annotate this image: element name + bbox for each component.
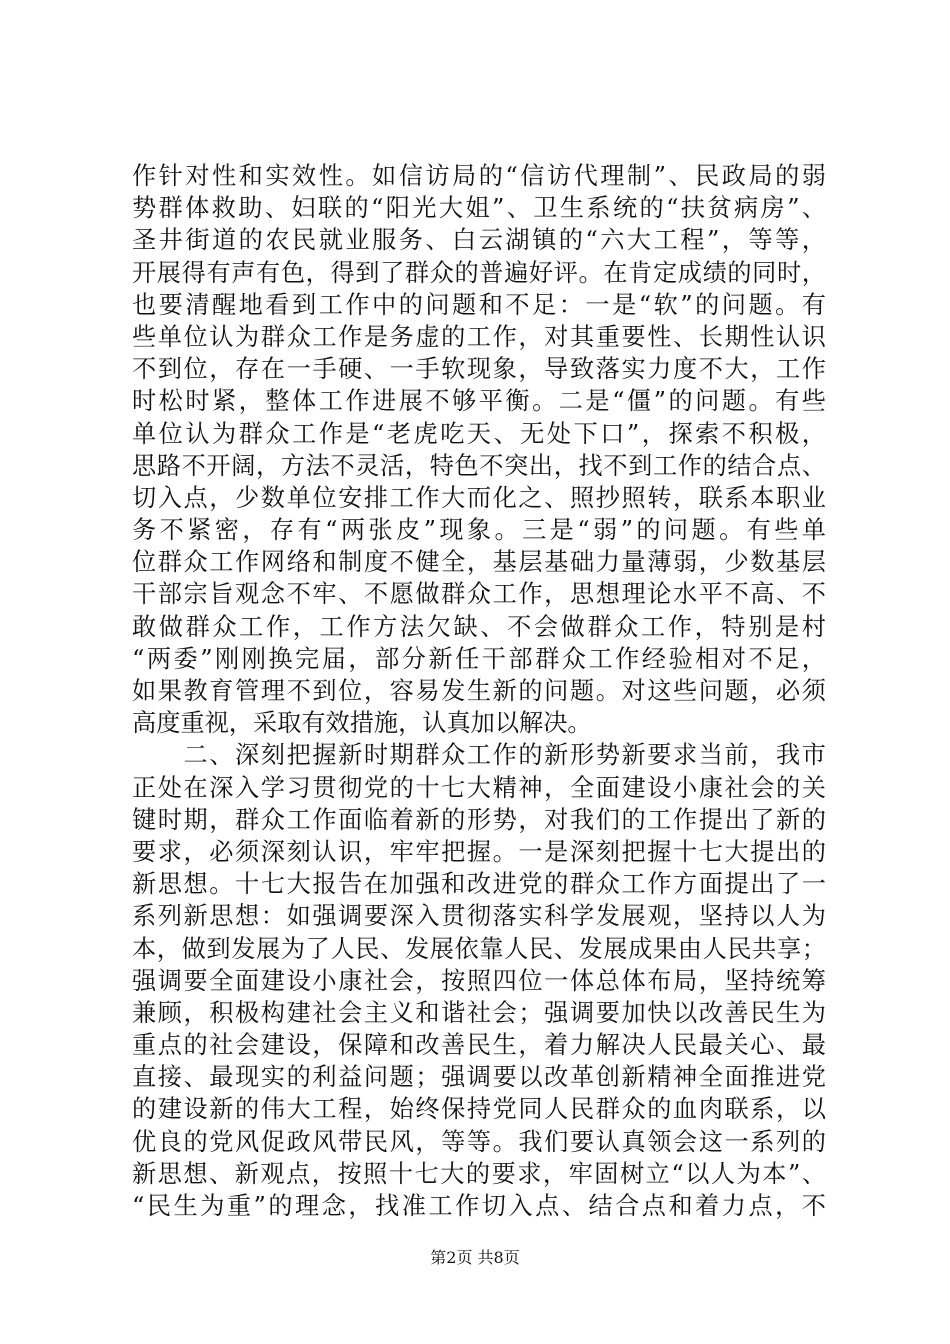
- text-line: 如果教育管理不到位，容易发生新的问题。对这些问题，必须: [132, 677, 826, 705]
- text-line: 作针对性和实效性。如信访局的“信访代理制”、民政局的弱: [132, 162, 826, 190]
- text-line: 位群众工作网络和制度不健全，基层基础力量薄弱，少数基层: [132, 548, 826, 577]
- text-line: “民生为重”的理念，找准工作切入点、结合点和着力点，不: [132, 1192, 826, 1220]
- text-line: 干部宗旨观念不牢、不愿做群众工作，思想理论水平不高、不: [132, 580, 826, 609]
- text-line: 圣井街道的农民就业服务、白云湖镇的“六大工程”，等等，: [132, 226, 826, 255]
- text-line: 不到位，存在一手硬、一手软现象，导致落实力度不大，工作: [132, 355, 826, 384]
- body-text: [132, 160, 826, 1222]
- text-line: 新思想、新观点，按照十七大的要求，牢固树立“以人为本”、: [132, 1159, 826, 1188]
- text-line: 开展得有声有色，得到了群众的普遍好评。在肯定成绩的同时，: [132, 258, 826, 287]
- text-line: 正处在深入学习贯彻党的十七大精神，全面建设小康社会的关: [132, 773, 826, 802]
- text-line: 兼顾，积极构建社会主义和谐社会；强调要加快以改善民生为: [132, 998, 826, 1027]
- text-line: “两委”刚刚换完届，部分新任干部群众工作经验相对不足，: [132, 644, 826, 673]
- text-line: 重点的社会建设，保障和改善民生，着力解决人民最关心、最: [132, 1031, 826, 1060]
- text-line: 直接、最现实的利益问题；强调要以改革创新精神全面推进党: [132, 1063, 826, 1092]
- text-line: 单位认为群众工作是“老虎吃天、无处下口”，探索不积极，: [132, 419, 826, 448]
- text-line: 本，做到发展为了人民、发展依靠人民、发展成果由人民共享；: [132, 934, 826, 963]
- text-line: 的建设新的伟大工程，始终保持党同人民群众的血肉联系，以: [132, 1095, 826, 1124]
- text-line: 二、深刻把握新时期群众工作的新形势新要求当前，我市: [132, 741, 826, 770]
- text-line: 新思想。十七大报告在加强和改进党的群众工作方面提出了一: [132, 870, 826, 899]
- page-footer: 第2页 共8页: [430, 1248, 520, 1267]
- text-line: 势群体救助、妇联的“阳光大姐”、卫生系统的“扶贫病房”、: [132, 194, 826, 223]
- text-line: 键时期，群众工作面临着新的形势，对我们的工作提出了新的: [132, 805, 826, 834]
- text-line: 些单位认为群众工作是务虚的工作，对其重要性、长期性认识: [132, 322, 826, 351]
- text-line: 也要清醒地看到工作中的问题和不足：一是“软”的问题。有: [132, 290, 826, 319]
- text-line: 系列新思想：如强调要深入贯彻落实科学发展观，坚持以人为: [132, 902, 826, 931]
- text-line: 强调要全面建设小康社会，按照四位一体总体布局，坚持统筹: [132, 966, 826, 995]
- text-line: 优良的党风促政风带民风，等等。我们要认真领会这一系列的: [132, 1127, 826, 1156]
- text-line: 务不紧密，存有“两张皮”现象。三是“弱”的问题。有些单: [132, 516, 826, 545]
- text-line: 切入点，少数单位安排工作大而化之、照抄照转，联系本职业: [132, 483, 826, 512]
- text-line: 要求，必须深刻认识，牢牢把握。一是深刻把握十七大提出的: [132, 837, 826, 866]
- text-line: 高度重视，采取有效措施，认真加以解决。: [132, 709, 592, 738]
- text-line: 思路不开阔，方法不灵活，特色不突出，找不到工作的结合点、: [132, 451, 826, 480]
- text-line: 敢做群众工作，工作方法欠缺、不会做群众工作，特别是村: [132, 612, 826, 641]
- text-line: 时松时紧，整体工作进展不够平衡。二是“僵”的问题。有些: [132, 387, 826, 416]
